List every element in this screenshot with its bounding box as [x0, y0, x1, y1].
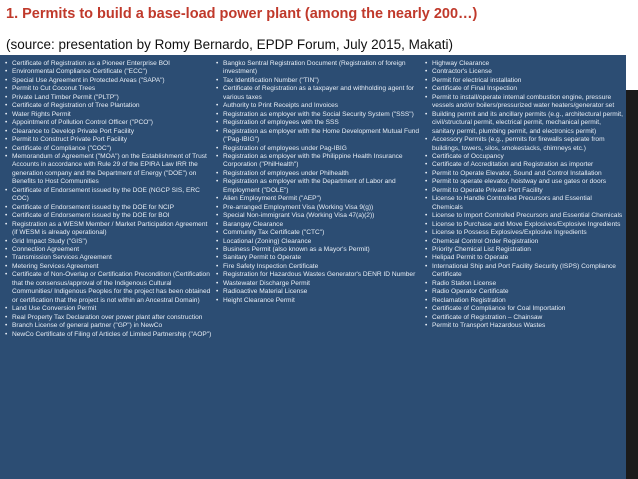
permit-item: • Priority Chemical List Registration — [424, 246, 624, 254]
permit-item: • Building permit and its ancillary permits (e.g., architectural permit, civil/structural permit, electrical permit, mechanical permit, sanitary permit, plumbing permit, and electronics permit) — [424, 111, 624, 136]
permits-list-2 — [215, 60, 420, 305]
permit-item: • Registration as a WESM Member / Market Participation Agreement (if WESM is already operational) — [4, 221, 212, 238]
permit-item: • Fire Safety Inspection Certificate — [215, 263, 420, 271]
permit-item: • Registration for Hazardous Wastes Generator's DENR ID Number — [215, 271, 420, 279]
permit-item: • License to Possess Explosives/Explosive Ingredients — [424, 229, 624, 237]
permit-item: • Permit to Cut Coconut Trees — [4, 85, 212, 93]
permit-item: • NewCo Certificate of Filing of Articles of Limited Partnership ("AOP") — [4, 331, 212, 339]
permit-item: • Registration of employees under Philhealth — [215, 170, 420, 178]
permit-item: • Registration of employees under Pag-IBIG — [215, 145, 420, 153]
permit-item: • Barangay Clearance — [215, 221, 420, 229]
permit-item: • Registration as employer with the Department of Labor and Employment ("DOLE") — [215, 178, 420, 195]
permits-column-3 — [424, 60, 624, 331]
permits-list-1 — [4, 60, 212, 339]
permit-item: • Grid Impact Study ("GIS") — [4, 238, 212, 246]
permit-item: • Certificate of Endorsement issued by the DOE for NCIP — [4, 204, 212, 212]
permits-list-3 — [424, 60, 624, 331]
permit-item: • Sanitary Permit to Operate — [215, 254, 420, 262]
permit-item: • Pre-arranged Employment Visa (Working Visa 9(g)) — [215, 204, 420, 212]
permit-item: • Branch License of general partner ("GP") in NewCo — [4, 322, 212, 330]
permit-item: • Clearance to Develop Private Port Facility — [4, 128, 212, 136]
permit-item: • Transmission Services Agreement — [4, 254, 212, 262]
slide-title: 1. Permits to build a base-load power plant (among the nearly 200…) — [6, 6, 478, 22]
permit-item: • Water Rights Permit — [4, 111, 212, 119]
permit-item: • Contractor's License — [424, 68, 624, 76]
permit-item: • Chemical Control Order Registration — [424, 238, 624, 246]
permit-item: • Wastewater Discharge Permit — [215, 280, 420, 288]
permit-item: • Special Non-immigrant Visa (Working Visa 47(a)(2)) — [215, 212, 420, 220]
permit-item: • Connection Agreement — [4, 246, 212, 254]
permit-item: • Registration as employer with the Social Security System ("SSS") — [215, 111, 420, 119]
permit-item: • Registration as employer with the Home Development Mutual Fund ("Pag-IBIG") — [215, 128, 420, 145]
permit-item: • Special Use Agreement in Protected Areas ("SAPA") — [4, 77, 212, 85]
permit-item: • Highway Clearance — [424, 60, 624, 68]
permits-column-2 — [215, 60, 420, 305]
permit-item: • Permit for electrical installation — [424, 77, 624, 85]
permit-item: • International Ship and Port Facility Security (ISPS) Compliance Certificate — [424, 263, 624, 280]
permit-item: • Memorandum of Agreement ("MOA") on the Establishment of Trust Accounts in accordance with Rule 29 of the EPIRA Law IRR the generation company and the Department of Energy ("DOE") on Benefits to Host Communities — [4, 153, 212, 187]
slide-subtitle: (source: presentation by Romy Bernardo, EPDP Forum, July 2015, Makati) — [6, 37, 453, 52]
permit-item: • Permit to operate elevator, hoistway and use gates or doors — [424, 178, 624, 186]
permit-item: • Certificate of Endorsement issued by the DOE for BOI — [4, 212, 212, 220]
permit-item: • Certificate of Registration as a taxpayer and withholding agent for various taxes — [215, 85, 420, 102]
permit-item: • Certificate of Registration as a Pioneer Enterprise BOI — [4, 60, 212, 68]
permit-item: • License to Handle Controlled Precursors and Essential Chemicals — [424, 195, 624, 212]
permit-item: • Radio Operator Certificate — [424, 288, 624, 296]
permit-item: • Environmental Compliance Certificate ("ECC") — [4, 68, 212, 76]
permit-item: • Reclamation Registration — [424, 297, 624, 305]
permit-item: • Helipad Permit to Operate — [424, 254, 624, 262]
permit-item: • Locational (Zoning) Clearance — [215, 238, 420, 246]
permits-column-1 — [4, 60, 212, 339]
permit-item: • Certificate of Accreditation and Registration as importer — [424, 161, 624, 169]
permit-item: • License to Import Controlled Precursors and Essential Chemicals — [424, 212, 624, 220]
permit-item: • Permit to Operate Private Port Facility — [424, 187, 624, 195]
permit-item: • Radioactive Material License — [215, 288, 420, 296]
permit-item: • License to Purchase and Move Explosives/Explosive Ingredients — [424, 221, 624, 229]
slide-side-strip — [626, 0, 638, 479]
permit-item: • Private Land Timber Permit ("PLTP") — [4, 94, 212, 102]
permit-item: • Permit to Construct Private Port Facility — [4, 136, 212, 144]
permit-item: • Certificate of Occupancy — [424, 153, 624, 161]
permit-item: • Certificate of Registration – Chainsaw — [424, 314, 624, 322]
permit-item: • Certificate of Compliance ("COC") — [4, 145, 212, 153]
permit-item: • Business Permit (also known as a Mayor's Permit) — [215, 246, 420, 254]
permit-item: • Permit to install/operate internal combustion engine, pressure vessels and/or boilers/pressurized water heaters/generator set — [424, 94, 624, 111]
permit-item: • Authority to Print Receipts and Invoices — [215, 102, 420, 110]
permit-item: • Permit to Operate Elevator, Sound and Control Installation — [424, 170, 624, 178]
permit-item: • Radio Station License — [424, 280, 624, 288]
permit-item: • Community Tax Certificate ("CTC") — [215, 229, 420, 237]
permit-item: • Certificate of Registration of Tree Plantation — [4, 102, 212, 110]
permits-panel — [0, 55, 626, 479]
permit-item: • Certificate of Endorsement issued by the DOE (NGCP SIS, ERC COC) — [4, 187, 212, 204]
permit-item: • Registration as employer with the Philippine Health Insurance Corporation ("PhilHealth") — [215, 153, 420, 170]
permit-item: • Real Property Tax Declaration over power plant after construction — [4, 314, 212, 322]
permit-item: • Accessory Permits (e.g., permits for firewalls separate from buildings, towers, silos, smokestacks, chimneys etc.) — [424, 136, 624, 153]
permit-item: • Certificate of Final Inspection — [424, 85, 624, 93]
permit-item: • Bangko Sentral Registration Document (Registration of foreign investment) — [215, 60, 420, 77]
permit-item: • Land Use Conversion Permit — [4, 305, 212, 313]
permit-item: • Alien Employment Permit ("AEP") — [215, 195, 420, 203]
permit-item: • Tax Identification Number ("TIN") — [215, 77, 420, 85]
permit-item: • Metering Services Agreement — [4, 263, 212, 271]
permit-item: • Certificate of Non-Overlap or Certification Precondition (Certification that the consensus/approval of the Indigenous Cultural Communities/ Indigenous Peoples for the project has been obtained or certification that the project is not within an Ancestral Domain) — [4, 271, 212, 305]
permit-item: • Certificate of Compliance for Coal Importation — [424, 305, 624, 313]
slide-side-bar — [626, 90, 638, 479]
permit-item: • Registration of employees with the SSS — [215, 119, 420, 127]
permit-item: • Appointment of Pollution Control Officer ("PCO") — [4, 119, 212, 127]
permit-item: • Height Clearance Permit — [215, 297, 420, 305]
permit-item: • Permit to Transport Hazardous Wastes — [424, 322, 624, 330]
